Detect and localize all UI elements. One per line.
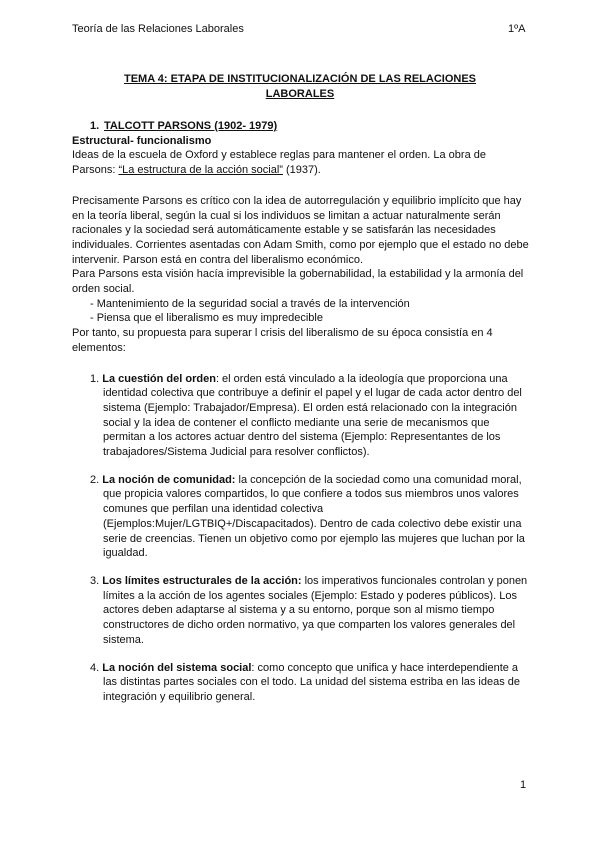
- list-item-order: [90, 372, 532, 460]
- item-text: : como concepto que unifica y hace interdependiente a las distintas partes sociales con el todo. La unidad del sistema estriba en las ideas de integración y equilibrio general.: [103, 661, 521, 703]
- item-term: La cuestión del orden: [102, 372, 216, 385]
- section-heading: [90, 119, 532, 134]
- work-year: (1937).: [282, 164, 321, 177]
- item-number: 4.: [90, 661, 100, 674]
- item-number: 3.: [90, 574, 100, 587]
- intro-paragraph: [72, 148, 532, 177]
- document-title: TEMA 4: ETAPA DE INSTITUCIONALIZACIÓN DE LAS RELACIONES LABORALES: [123, 73, 476, 100]
- paragraph-governability: Para Parsons esta visión hacía imprevisible la gobernabilidad, la estabilidad y la armonía del orden social.: [72, 268, 524, 296]
- item-text: la concepción de la sociedad como una comunidad moral, que propicia valores compartidos, lo que confiere a todos sus miembros unos valores comunes que perfilan una identidad colectiva (Ejemplos:Mujer/LGTBIQ+/Discapacitados). Dentro de cada colectivo debe existir una serie de creencias. Tienen un objetivo como por ejemplo las mujeres que luchan por la igualdad.: [103, 473, 525, 560]
- intro-text: Ideas de la escuela de Oxford y establece reglas para mantener el orden. La obra de Parsons:: [72, 149, 486, 177]
- subheading: Estructural- funcionalismo: [72, 134, 212, 147]
- paragraph-proposal: Por tanto, su propuesta para superar l crisis del liberalismo de su época consistía en 4 elementos:: [72, 327, 493, 354]
- section-number: 1.: [90, 120, 100, 132]
- section-heading-text: TALCOTT PARSONS (1902- 1979): [104, 120, 278, 132]
- item-term: Los límites estructurales de la acción:: [102, 574, 302, 587]
- list-item-social-system: [90, 661, 532, 705]
- item-term: La noción de comunidad:: [102, 473, 236, 486]
- page-number: 1: [520, 779, 527, 791]
- paragraph-liberal-critique: Precisamente Parsons es crítico con la idea de autorregulación y equilibrio implícito que hay en la teoría liberal, según la cual si los individuos se limitan a actuar naturalmente serán racionales y la sociedad será automáticamente estable y se satisfarán las necesidades individuales. Corrientes asentadas con Adam Smith, como por ejemplo que el estado no debe intervenir. Parson está en contra del liberalismo económico.: [72, 194, 529, 266]
- quote-open: “: [118, 164, 123, 177]
- item-text: : el orden está vinculado a la ideología que proporciona una identidad colectiva que contribuye a definir el papel y el lugar de cada actor dentro del sistema (Ejemplo: Trabajador/Empresa). El orden está relacionado con la integración social y la idea de contener el conflicto mediante una serie de mecanismos que permitan a los actores actuar dentro del sistema (Ejemplo: Representantes de los trabajadores/Sistema Judicial para resolver conflictos).: [103, 372, 522, 459]
- item-text: los imperativos funcionales controlan y ponen límites a la acción de los agentes sociales (Ejemplo: Estado y poderes públicos). Los actores deben adaptarse al sistema y a su entorno, porque son al mismo tiempo constructores de dicho orden normativo, ya que comparten los valores generales del sistema.: [103, 574, 528, 646]
- list-item-structural-limits: [90, 574, 532, 648]
- item-number: 2.: [90, 473, 100, 486]
- running-header-title: Teoría de las Relaciones Laborales: [72, 23, 244, 35]
- document-body: [72, 119, 532, 705]
- running-header-course: 1ºA: [508, 23, 526, 35]
- list-item-community: [90, 473, 532, 561]
- item-number: 1.: [90, 372, 100, 385]
- bullet-item: - Mantenimiento de la seguridad social a través de la intervención: [90, 297, 410, 310]
- work-title: La estructura de la acción social”: [122, 164, 283, 177]
- item-term: La noción del sistema social: [102, 661, 252, 674]
- bullet-item: - Piensa que el liberalismo es muy impredecible: [90, 312, 323, 325]
